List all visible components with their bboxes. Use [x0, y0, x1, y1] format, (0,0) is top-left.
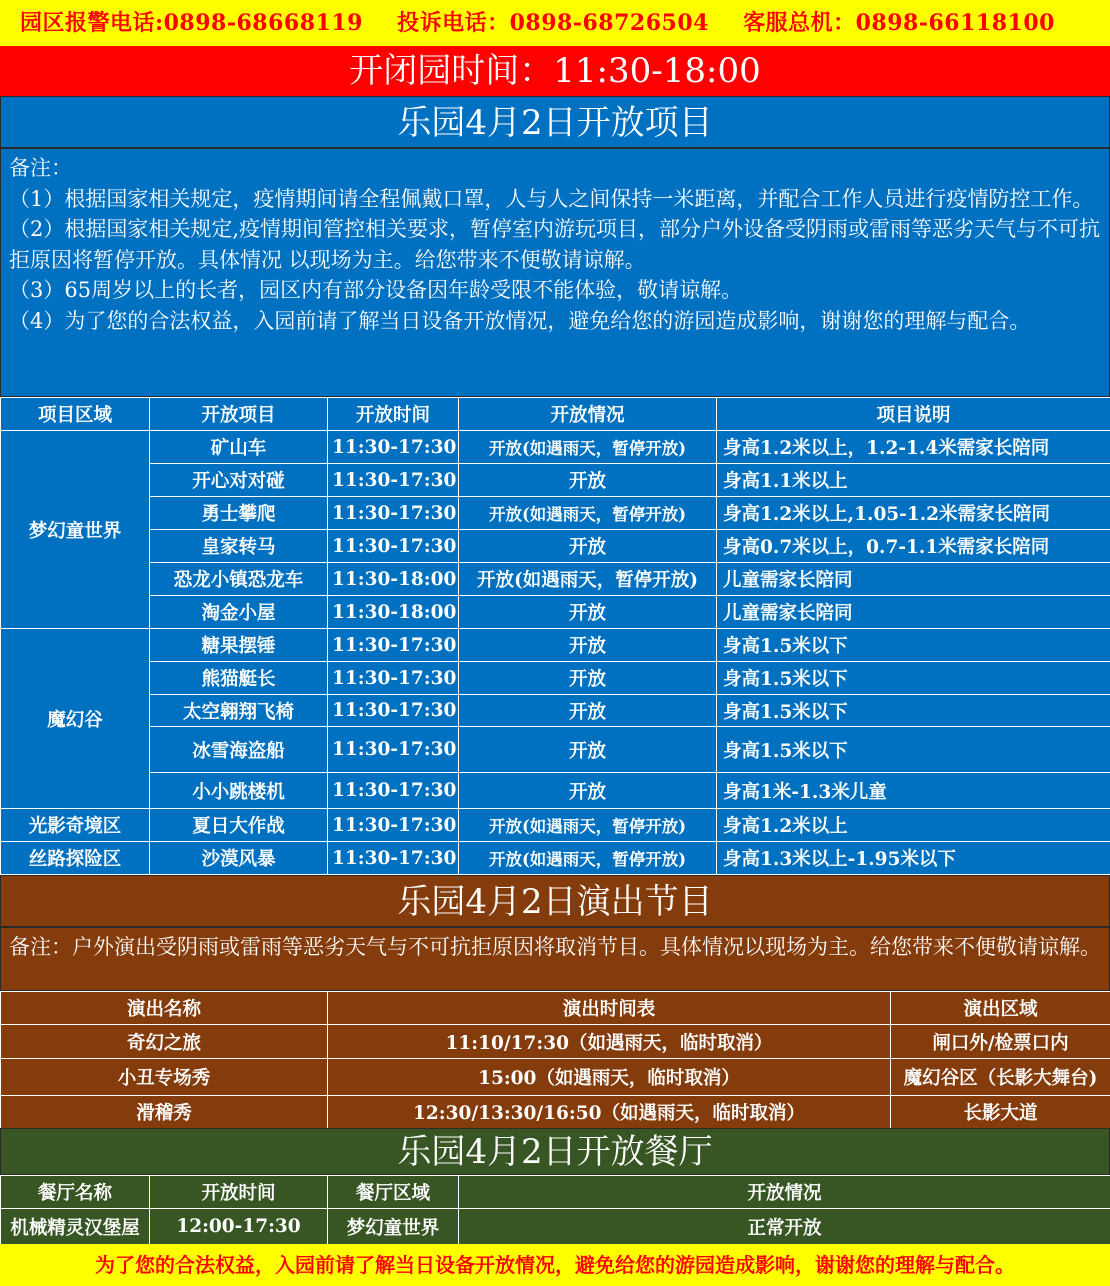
- item-cell: 小小跳楼机: [150, 773, 328, 809]
- item-cell: 沙漠风暴: [150, 842, 328, 875]
- table-row: [1, 773, 1110, 809]
- status-cell: 开放: [459, 695, 717, 727]
- show-area-cell: 魔幻谷区（长影大舞台): [891, 1059, 1110, 1096]
- complaint-phone: 投诉电话：0898-68726504: [397, 10, 709, 36]
- opening-hours: 开闭园时间：11:30-18:00: [0, 46, 1110, 96]
- time-cell: 11:30-17:30: [328, 809, 459, 842]
- time-cell: 11:30-17:30: [328, 662, 459, 695]
- status-cell: 开放: [459, 662, 717, 695]
- status-cell: 开放: [459, 629, 717, 662]
- alarm-phone: 园区报警电话:0898-68668119: [20, 10, 363, 36]
- status-cell: 开放(如遇雨天，暂停开放): [459, 563, 717, 596]
- item-cell: 太空翱翔飞椅: [150, 695, 328, 727]
- status-cell: 开放(如遇雨天，暂停开放): [459, 497, 717, 530]
- rides-header-status: 开放情况: [459, 398, 717, 431]
- time-cell: 11:30-17:30: [328, 629, 459, 662]
- restaurant-area-cell: 梦幻童世界: [328, 1209, 459, 1245]
- item-cell: 勇士攀爬: [150, 497, 328, 530]
- dining-table: [0, 1175, 1110, 1245]
- table-row: [1, 629, 1110, 662]
- rides-notes: [0, 148, 1110, 397]
- time-cell: 11:30-17:30: [328, 773, 459, 809]
- show-time-cell: 12:30/13:30/16:50（如遇雨天，临时取消）: [328, 1096, 891, 1129]
- table-row: [1, 695, 1110, 727]
- item-cell: 熊猫艇长: [150, 662, 328, 695]
- time-cell: 11:30-17:30: [328, 530, 459, 563]
- dining-header-row: [1, 1176, 1110, 1209]
- status-cell: 开放(如遇雨天，暂停开放): [459, 842, 717, 875]
- status-cell: 开放: [459, 464, 717, 497]
- rides-note-4: （4）为了您的合法权益，入园前请了解当日设备开放情况，避免给您的游园造成影响，谢谢您的理解与配合。: [9, 308, 1031, 333]
- desc-cell: 身高1.5米以下: [717, 629, 1110, 662]
- table-row: [1, 1209, 1110, 1245]
- time-cell: 11:30-18:00: [328, 563, 459, 596]
- rides-table: [0, 397, 1110, 875]
- item-cell: 开心对对碰: [150, 464, 328, 497]
- status-cell: 开放: [459, 596, 717, 629]
- table-row: [1, 596, 1110, 629]
- show-time-cell: 15:00（如遇雨天，临时取消）: [328, 1059, 891, 1096]
- status-cell: 开放: [459, 773, 717, 809]
- rides-title: 乐园4月2日开放项目: [0, 96, 1110, 148]
- shows-title: 乐园4月2日演出节目: [0, 875, 1110, 927]
- desc-cell: 身高1.2米以上: [717, 809, 1110, 842]
- dining-header-name: 餐厅名称: [1, 1176, 150, 1209]
- restaurant-name-cell: 机械精灵汉堡屋: [1, 1209, 150, 1245]
- rides-header-item: 开放项目: [150, 398, 328, 431]
- zone-cell: 丝路探险区: [1, 842, 150, 875]
- table-row: [1, 1025, 1110, 1059]
- time-cell: 11:30-17:30: [328, 431, 459, 464]
- show-area-cell: 闸口外/检票口内: [891, 1025, 1110, 1059]
- status-cell: 开放(如遇雨天，暂停开放): [459, 809, 717, 842]
- desc-cell: 身高1.1米以上: [717, 464, 1110, 497]
- zone-cell: 梦幻童世界: [1, 431, 150, 629]
- rides-note-3: （3）65周岁以上的长者，园区内有部分设备因年龄受限不能体验，敬请谅解。: [9, 278, 743, 303]
- table-row: [1, 431, 1110, 464]
- table-row: [1, 530, 1110, 563]
- show-name-cell: 滑稽秀: [1, 1096, 328, 1129]
- dining-header-time: 开放时间: [150, 1176, 328, 1209]
- status-cell: 开放: [459, 530, 717, 563]
- dining-header-area: 餐厅区域: [328, 1176, 459, 1209]
- desc-cell: 身高1.3米以上-1.95米以下: [717, 842, 1110, 875]
- status-cell: 开放: [459, 727, 717, 773]
- show-area-cell: 长影大道: [891, 1096, 1110, 1129]
- table-row: [1, 464, 1110, 497]
- item-cell: 冰雪海盗船: [150, 727, 328, 773]
- table-row: [1, 842, 1110, 875]
- desc-cell: 儿童需家长陪同: [717, 596, 1110, 629]
- shows-header-area: 演出区域: [891, 992, 1110, 1025]
- show-name-cell: 小丑专场秀: [1, 1059, 328, 1096]
- rides-header-time: 开放时间: [328, 398, 459, 431]
- rides-header-row: [1, 398, 1110, 431]
- shows-table: [0, 991, 1110, 1129]
- desc-cell: 身高1.5米以下: [717, 695, 1110, 727]
- item-cell: 恐龙小镇恐龙车: [150, 563, 328, 596]
- hotline-bar: [0, 0, 1110, 46]
- item-cell: 糖果摆锤: [150, 629, 328, 662]
- time-cell: 11:30-17:30: [328, 464, 459, 497]
- table-row: [1, 563, 1110, 596]
- zone-cell: 魔幻谷: [1, 629, 150, 809]
- shows-header-row: [1, 992, 1110, 1025]
- shows-header-name: 演出名称: [1, 992, 328, 1025]
- desc-cell: 身高1.2米以上,1.05-1.2米需家长陪同: [717, 497, 1110, 530]
- restaurant-time-cell: 12:00-17:30: [150, 1209, 328, 1245]
- footer-notice: 为了您的合法权益，入园前请了解当日设备开放情况，避免给您的游园造成影响，谢谢您的理解与配合。: [0, 1244, 1110, 1286]
- item-cell: 夏日大作战: [150, 809, 328, 842]
- dining-title: 乐园4月2日开放餐厅: [0, 1128, 1110, 1175]
- desc-cell: 身高0.7米以上，0.7-1.1米需家长陪同: [717, 530, 1110, 563]
- rides-note-2: （2）根据国家相关规定,疫情期间管控相关要求，暂停室内游玩项目，部分户外设备受阴雨或雷雨等恶劣天气与不可抗拒原因将暂停开放。具体情况 以现场为主。给您带来不便敬请谅解。: [9, 217, 1101, 272]
- table-row: [1, 727, 1110, 773]
- shows-header-time: 演出时间表: [328, 992, 891, 1025]
- shows-note: [0, 927, 1110, 991]
- table-row: [1, 497, 1110, 530]
- table-row: [1, 662, 1110, 695]
- status-cell: 开放(如遇雨天，暂停开放): [459, 431, 717, 464]
- time-cell: 11:30-18:00: [328, 596, 459, 629]
- time-cell: 11:30-17:30: [328, 695, 459, 727]
- desc-cell: 身高1米-1.3米儿童: [717, 773, 1110, 809]
- rides-header-desc: 项目说明: [717, 398, 1110, 431]
- item-cell: 矿山车: [150, 431, 328, 464]
- zone-cell: 光影奇境区: [1, 809, 150, 842]
- show-name-cell: 奇幻之旅: [1, 1025, 328, 1059]
- table-row: [1, 1059, 1110, 1096]
- service-phone: 客服总机：0898-66118100: [743, 10, 1055, 36]
- time-cell: 11:30-17:30: [328, 497, 459, 530]
- rides-note-1: （1）根据国家相关规定，疫情期间请全程佩戴口罩，人与人之间保持一米距离，并配合工作人员进行疫情防控工作。: [9, 186, 1094, 211]
- rides-note-0: 备注：: [9, 156, 72, 180]
- desc-cell: 身高1.2米以上，1.2-1.4米需家长陪同: [717, 431, 1110, 464]
- desc-cell: 身高1.5米以下: [717, 662, 1110, 695]
- show-time-cell: 11:10/17:30（如遇雨天，临时取消）: [328, 1025, 891, 1059]
- shows-note-text: 备注：户外演出受阴雨或雷雨等恶劣天气与不可抗拒原因将取消节目。具体情况以现场为主。给您带来不便敬请谅解。: [9, 935, 1101, 959]
- table-row: [1, 1096, 1110, 1129]
- table-row: [1, 809, 1110, 842]
- rides-header-zone: 项目区域: [1, 398, 150, 431]
- time-cell: 11:30-17:30: [328, 727, 459, 773]
- restaurant-status-cell: 正常开放: [459, 1209, 1110, 1245]
- dining-header-status: 开放情况: [459, 1176, 1110, 1209]
- desc-cell: 身高1.5米以下: [717, 727, 1110, 773]
- item-cell: 皇家转马: [150, 530, 328, 563]
- time-cell: 11:30-17:30: [328, 842, 459, 875]
- item-cell: 淘金小屋: [150, 596, 328, 629]
- desc-cell: 儿童需家长陪同: [717, 563, 1110, 596]
